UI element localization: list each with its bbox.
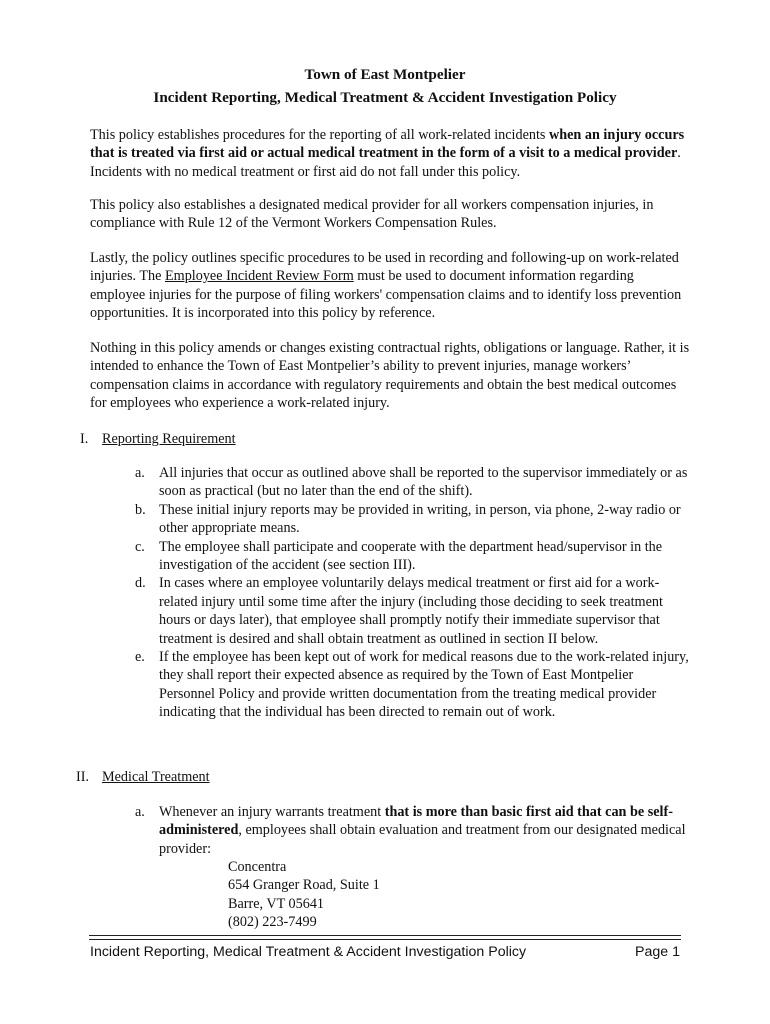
section-1-heading: I. Reporting Requirement [80,431,236,447]
provider-city: Barre, VT 05641 [228,895,325,912]
provider-street: 654 Granger Road, Suite 1 [228,877,380,894]
intro-paragraph-3: Lastly, the policy outlines specific procedures to be used in recording and following-up on work-related injuries. The Employee Incident Review Form must be used to document information regarding employee injuries for the purpose of filing workers' compensation claims and to identify loss prevention opportunities. It is incorporated into this policy by reference. [90,250,682,322]
provider-name: Concentra [228,859,287,875]
employee-incident-review-form-link[interactable]: Employee Incident Review Form [165,268,354,285]
document-title: Town of East Montpelier [304,66,466,83]
page-number: Page 1 [635,944,680,960]
footer-title: Incident Reporting, Medical Treatment & Accident Investigation Policy [90,944,527,960]
intro-paragraph-2: This policy also establishes a designated medical provider for all workers compensation injuries, in compliance with Rule 12 of the Vermont Workers Compensation Rules. [90,197,654,232]
list-item: a. All injuries that occur as outlined above shall be reported to the supervisor immediately or as soon as practical (but no later than the end of the shift). [135,465,688,500]
list-item: b. These initial injury reports may be provided in writing, in person, via phone, 2-way radio or other appropriate means. [135,501,681,537]
intro-paragraph-4: Nothing in this policy amends or changes existing contractual rights, obligations or language. Rather, it is intended to enhance the Town of East Montpelier’s ability to prevent injuries, manage workers’ compensation claims in accordance with regulatory requirements and obtain the best medical outcomes for employees who experience a work-related injury. [90,340,690,412]
document-subtitle: Incident Reporting, Medical Treatment & Accident Investigation Policy [153,89,617,106]
section-2-list [121,803,691,858]
section-1-list [121,464,691,722]
list-item: e. If the employee has been kept out of work for medical reasons due to the work-related injury, they shall report their expected absence as required by the Town of East Montpelier Personnel Policy and provide written documentation from the treating medical provider indicating that the individual has been directed to remain out of work. [135,649,689,721]
provider-address [228,858,380,932]
list-item: c. The employee shall participate and cooperate with the department head/supervisor in the investigation of the accident (see section III). [135,538,663,574]
list-item: a. Whenever an injury warrants treatment that is more than basic first aid that can be self-administered, employees shall obtain evaluation and treatment from our designated medical provider: [135,804,686,857]
provider-phone: (802) 223-7499 [228,914,317,931]
list-item: d. In cases where an employee voluntarily delays medical treatment or first aid for a work-related injury until some time after the injury (including those deciding to seek treatment hours or days later), that employee shall promptly notify their immediate supervisor that treatment is desired and shall obtain treatment as outlined in section II below. [135,575,663,647]
footer-divider [89,935,681,940]
section-2-heading: II. Medical Treatment [76,769,210,785]
intro-paragraph-1: This policy establishes procedures for the reporting of all work-related incidents when an injury occurs that is treated via first aid or actual medical treatment in the form of a visit to a medical provider. Incidents with no medical treatment or first aid do not fall under this policy. [90,127,685,180]
